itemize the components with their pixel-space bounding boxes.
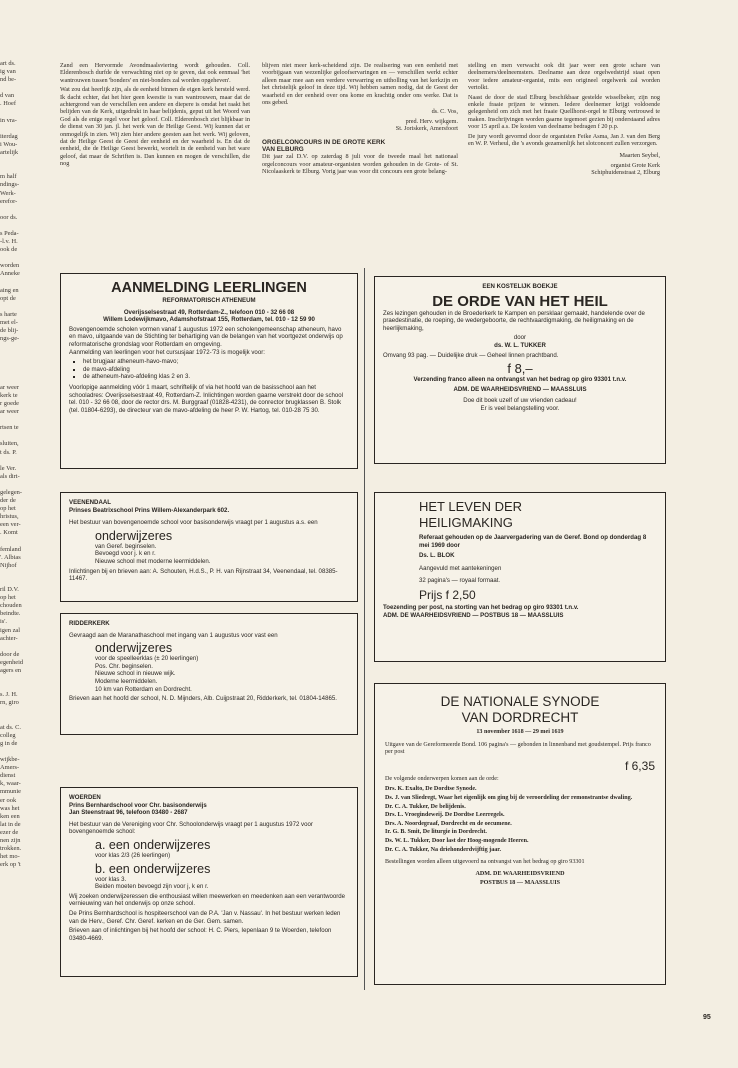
- ad-text: Toezending per post, na storting van het bedrag op giro 93301 t.n.v.: [383, 603, 579, 611]
- article-paragraph: Zand een Hervormde Avondmaalsviering wordt gehouden. Coll. Elderenbosch durfde de verwachting niet op te geven, dat ook eenmaal 'het wantrouwen tussen 'bonders' en niet-bonders zal worden opgeheven'.: [60, 62, 250, 84]
- topic-title: De Dordtse Leerregels.: [444, 812, 505, 819]
- ad-position: b. een onderwijzeres: [95, 861, 211, 876]
- gutter-line: le Ver.: [0, 464, 17, 472]
- gutter-line: ril D.V.: [0, 586, 19, 594]
- gutter-line: wijkbe-: [0, 756, 20, 764]
- signature-line: pred. Herv. wijkgem.: [405, 117, 458, 125]
- gutter-line: kerk te: [0, 391, 18, 399]
- ad-detail: Moderne leermiddelen.: [95, 677, 158, 685]
- gutter-line: worden: [0, 262, 20, 270]
- ad-publisher: ADM. DE WAARHEIDSVRIEND — POSTBUS 18 — MAASSLUIS: [383, 611, 564, 619]
- topic-author: Drs. L. Vroegindeweij.: [385, 812, 445, 819]
- topic-author: Drs. K. Exalto,: [385, 786, 426, 793]
- gutter-line: [0, 165, 40, 173]
- gutter-line: i Wou-: [0, 140, 18, 148]
- gutter-line: Anneke: [0, 270, 20, 278]
- ad-position: onderwijzeres: [95, 528, 173, 543]
- ad-heading: VEENENDAAL: [69, 499, 111, 506]
- gutter-line: Werk-: [0, 189, 16, 197]
- topic-author: Ds. W. L. Tukker,: [385, 837, 432, 844]
- ad-position: a. een onderwijzeres: [95, 837, 211, 852]
- ad-text: Aanmelding van leerlingen voor het cursusjaar 1972-'73 is mogelijk voor:: [69, 348, 265, 356]
- ad-veenendaal: [60, 492, 358, 602]
- gutter-line: art ds.: [0, 60, 16, 67]
- ad-publisher: POSTBUS 18 — MAASSLUIS: [479, 880, 561, 887]
- topic-author: Dr. C. A. Tukker,: [385, 846, 431, 853]
- gutter-line: iterdag: [0, 132, 18, 140]
- gutter-line: [0, 683, 40, 691]
- gutter-line: [0, 708, 40, 716]
- gutter-line: ig van: [0, 68, 16, 76]
- article-column-1: [60, 62, 250, 170]
- ad-detail: Nieuwe school met moderne leermiddelen.: [95, 557, 211, 565]
- list-item: ▪ het brugjaar atheneum-havo-mavo;: [83, 358, 349, 366]
- gutter-line: [0, 351, 40, 359]
- ad-author: Ds. L. BLOK: [419, 552, 455, 560]
- ad-text: Bestellingen worden alleen uitgevoerd na ontvangst van het bedrag op giro 93301: [385, 859, 585, 866]
- ad-heading: RIDDERKERK: [69, 620, 110, 627]
- gutter-line: met el-: [0, 319, 18, 326]
- signature-line: Maarten Seybel,: [619, 152, 660, 160]
- ad-detail: 10 km van Rotterdam en Dordrecht.: [95, 685, 192, 693]
- gutter-line: [0, 376, 40, 384]
- gutter-line: [0, 222, 40, 230]
- article-paragraph: stelling en men verwacht ook dit jaar weer een grote schare van deelnemers/deelneemsters. Deelname aan deze orgelwedstrijd staat open voor iedere amateur-organist, mits een origineel orgelwerk zal worden vertolkt.: [468, 62, 660, 92]
- gutter-line: opt de: [0, 294, 16, 302]
- topic-title: De Dordtse Synode.: [425, 786, 477, 793]
- ad-title: AANMELDING LEERLINGEN: [111, 280, 307, 296]
- ad-subheading: Prinses Beatrixschool Prins Willem-Alexanderpark 602.: [69, 506, 230, 514]
- ad-text: Het bestuur van de Vereniging voor Chr. Schoolonderwijs vraagt per 1 augustus 1972 voor bovengenoemde school:: [69, 820, 313, 836]
- signature-line: organist Grote Kerk: [610, 161, 660, 169]
- gutter-line: [0, 84, 40, 92]
- gutter-line: [0, 303, 40, 311]
- topic-item: [385, 821, 655, 829]
- ad-detail: voor klas 3.: [95, 875, 127, 883]
- topic-title: Dordrecht en de oecumene.: [440, 820, 512, 827]
- ad-ridderkerk: [60, 613, 358, 735]
- gutter-line: ook de: [0, 246, 18, 254]
- ad-text: Gevraagd aan de Maranathaschool met ingang van 1 augustus voor vast een: [69, 631, 278, 639]
- gutter-line: [0, 254, 40, 262]
- gutter-line: is'.: [0, 618, 8, 626]
- signature-line: St. Joriskerk, Amersfoort: [395, 125, 458, 133]
- ad-detail: van Geref. beginselen.: [95, 542, 157, 550]
- ad-tagline: Er is veel belangstelling voor.: [480, 404, 560, 412]
- ad-publisher: ADM. DE WAARHEIDSVRIEND: [475, 870, 565, 877]
- gutter-line: ar weer: [0, 383, 19, 391]
- gutter-line: erk op 't: [0, 861, 21, 869]
- ad-subheading: Jan Steenstraat 96, telefoon 03480 - 2687: [69, 809, 188, 817]
- topic-item: [385, 786, 655, 794]
- ad-text: 32 pagina's — royaal formaat.: [419, 577, 501, 585]
- gutter-line: ken een: [0, 812, 20, 820]
- ad-kicker: EEN KOSTELIJK BOEKJE: [482, 283, 558, 290]
- gutter-line: [0, 716, 40, 724]
- article-column-2: [262, 62, 458, 178]
- gutter-line: d van: [0, 92, 15, 100]
- ad-text: De Prins Bernhardschool is hospiteerschool van de P.A. 'Jan v. Nassau'. In het bestuur werken leden van de Herv., Geref. Chr. Geref. kerken en de Ger. Gem. samen.: [69, 909, 341, 925]
- ad-price: Prijs f 2,50: [419, 587, 476, 602]
- gutter-line: r goede: [0, 399, 19, 407]
- article-paragraph: Dit jaar zal D.V. op zaterdag 8 juli voor de tweede maal het nationaal orgelconcours voor amateur-organisten worden gehouden in de Grote- of St. Nicolaaskerk te Elburg. Vorig jaar was voor dit concours een grote belang-: [262, 153, 458, 176]
- gutter-line: sluiten,: [0, 440, 19, 448]
- ad-position: onderwijzeres: [95, 641, 173, 656]
- gutter-line: colleg: [0, 731, 16, 739]
- ad-title: VAN DORDRECHT: [461, 710, 579, 725]
- gutter-line: als dirt-: [0, 472, 20, 480]
- gutter-line: [0, 157, 40, 165]
- gutter-line: ndings-: [0, 181, 20, 189]
- article-paragraph: Naast de door de stad Elburg beschikbaar gestelde wisselbeker, zijn nog enkele fraaie prijzen te winnen. Iedere deelnemer krijgt voldoende gelegenheid om zich met het fraaie Quellhorst-orgel te Elburg vertrouwd te maken. Inschrijvingen worden gaarne tegemoet gezien bij onderstaand adres voor 15 april a.s. De kosten van deelname bedragen f 20 p.p.: [468, 93, 660, 131]
- topic-item: [385, 795, 655, 803]
- ad-title: DE ORDE VAN HET HEIL: [432, 292, 608, 310]
- gutter-line: [0, 416, 40, 424]
- gutter-line: de blij-: [0, 327, 19, 335]
- topic-author: Drs. A. Noordegraaf,: [385, 820, 441, 827]
- gutter-line: het mo-: [0, 853, 20, 861]
- topic-title: Door last der Hoog-mogende Heeren.: [431, 837, 529, 844]
- gutter-line: . Hoef: [0, 100, 16, 108]
- gutter-line: '. Albias: [0, 553, 21, 561]
- ad-detail: Nieuwe school in nieuwe wijk.: [95, 670, 176, 678]
- gutter-line: s harte: [0, 310, 17, 318]
- gutter-line: ngs-ge-: [0, 335, 20, 343]
- ad-nationale-synode: [374, 683, 666, 985]
- ad-heading: WOERDEN: [69, 794, 101, 801]
- ad-title: DE NATIONALE SYNODE: [440, 694, 600, 709]
- ad-detail: Pos. Chr. beginselen.: [95, 662, 153, 670]
- ad-address: Overijsselsestraat 49, Rotterdam-Z., telefoon 010 - 32 66 08: [123, 308, 295, 316]
- gutter-line: op het: [0, 594, 16, 602]
- gutter-line: [0, 675, 40, 683]
- gutter-line: [0, 109, 40, 117]
- topic-title: Na driehonderdvijftig jaar.: [430, 846, 501, 853]
- gutter-line: Amers-: [0, 764, 20, 772]
- ad-address: Willem Lodewijkmavo, Adamshofstraat 155, Rotterdam, tel. 010 - 12 59 90: [103, 316, 315, 324]
- topic-item: [385, 847, 655, 855]
- topic-title: De belijdenis.: [430, 803, 466, 810]
- gutter-line: ar weer: [0, 408, 19, 416]
- gutter-line: ezer de: [0, 828, 19, 836]
- gutter-line: trokken.: [0, 845, 22, 853]
- ad-text: Brieven aan het hoofd der school, N. D. Mijnders, Alb. Cuijpstraat 20, Ridderkerk, tel. 01804-14865.: [69, 695, 337, 703]
- gutter-line: [0, 578, 40, 586]
- gutter-line: door de: [0, 650, 20, 658]
- gutter-line: lat in de: [0, 820, 21, 828]
- ad-leven-der-heiligmaking: [374, 492, 666, 662]
- gutter-line: [0, 343, 40, 351]
- facing-page-gutter: [0, 60, 40, 1000]
- gutter-line: was het: [0, 804, 20, 812]
- topic-title: Waar het eigenlijk om ging bij de veroordeling der remonstrantse dwaling.: [438, 794, 633, 801]
- gutter-line: beindte.: [0, 610, 21, 618]
- gutter-line: hristus,: [0, 513, 19, 521]
- gutter-line: erefor-: [0, 197, 18, 205]
- ad-detail: Beiden moeten bevoegd zijn voor j, k en r.: [95, 883, 209, 891]
- ad-text: Bovengenoemde scholen vormen vanaf 1 augustus 1972 een scholengemeenschap atheneum, havo en mavo, uitgaande van de Stichting ter behartiging van de belangen van het voortgezet onderwijs op reformatorische grondslag voor Rotterdam en omgeving.: [69, 325, 343, 348]
- gutter-line: mmunie: [0, 788, 21, 796]
- gutter-line: igen zal: [0, 626, 21, 634]
- gutter-line: at ds. C.: [0, 723, 21, 731]
- ad-publisher: ADM. DE WAARHEIDSVRIEND — MAASSLUIS: [453, 385, 587, 393]
- gutter-line: s Peda-: [0, 229, 19, 237]
- gutter-line: [0, 432, 40, 440]
- ad-text: Verzending franco alleen na ontvangst van het bedrag op giro 93301 t.n.v.: [413, 376, 627, 384]
- ad-tagline: Doe dit boek uzelf of uw vrienden cadeau!: [463, 397, 577, 405]
- gutter-line: rtsen te: [0, 424, 19, 432]
- gutter-line: Nijhof: [0, 561, 17, 569]
- ad-text: Het bestuur van bovengenoemde school voor basisonderwijs vraagt per 1 augustus a.s. een: [69, 519, 318, 527]
- gutter-line: rn, giro: [0, 699, 19, 707]
- gutter-line: een ver-: [0, 521, 21, 529]
- gutter-line: femland: [0, 545, 21, 553]
- gutter-line: dienst: [0, 772, 16, 780]
- gutter-line: [0, 125, 40, 133]
- ad-text: Wij zoeken onderwijzeressen die enthousiast willen meewerken en meedenken aan een verantwoorde vernieuwing van het onderwijs op onze school.: [69, 892, 346, 908]
- article-paragraph: blijven niet meer kerk-scheidend zijn. De realisering van een eenheid met voorbijgaan van wezenlijke geloofservaringen en — verschillen werkt echter alleen maar mee aan een verdere verwarring en uitholling van het kerkzijn en het christelijk geloof in deze tijd. Wij hebben samen nodig, dat de Geest der waarheid en der eenheid over ons kome en krachtig onder ons werke. Dat is ons gebed.: [262, 62, 458, 107]
- gutter-line: artelijk: [0, 149, 19, 157]
- list-item: ▪ de mavo-afdeling: [83, 366, 349, 374]
- ad-title: HET LEVEN DER: [419, 499, 523, 514]
- signature-line: Schiphuidenstraat 2, Elburg: [591, 169, 660, 177]
- gutter-line: [0, 206, 40, 214]
- ad-list: [83, 358, 349, 381]
- column-divider: [364, 268, 365, 990]
- topic-item: [385, 812, 655, 820]
- article-paragraph: De jury wordt gevormd door de organisten Feike Asma, Jan J. van den Berg en W. P. Verheul, die 's avonds gezamenlijk het slotconcert zullen verzorgen.: [468, 132, 660, 148]
- topic-author: Ds. J. van Sliedregt,: [385, 794, 439, 801]
- ad-text: Aangevuld met aantekeningen: [419, 564, 502, 572]
- ad-detail: voor de speelleerklas (± 20 leerlingen): [95, 655, 199, 663]
- ad-text: Brieven aan of inlichtingen bij het hoofd der school: H. C. Piers, Iepenlaan 9 te Woerden, telefoon 03480-4669.: [69, 927, 332, 942]
- ad-dates: 13 november 1618 — 29 mei 1619: [476, 729, 564, 735]
- ad-title: HEILIGMAKING: [419, 515, 513, 530]
- gutter-line: in vra-: [0, 116, 17, 124]
- gutter-line: achter-: [0, 634, 18, 642]
- gutter-line: s. J. H.: [0, 691, 18, 699]
- gutter-line: -l.v. H.: [0, 238, 18, 246]
- gutter-line: nen zijn: [0, 837, 21, 844]
- gutter-line: [0, 643, 40, 651]
- gutter-line: [0, 368, 40, 376]
- gutter-line: k, waar-: [0, 780, 21, 788]
- ad-woerden: [60, 787, 358, 977]
- ad-aanmelding-leerlingen: [60, 273, 358, 469]
- gutter-line: chouden: [0, 602, 22, 610]
- gutter-line: er ook: [0, 796, 17, 804]
- gutter-line: op het: [0, 505, 16, 513]
- gutter-line: nd be-: [0, 76, 17, 84]
- article-heading: ORGELCONCOURS IN DE GROTE KERK: [262, 138, 386, 146]
- ad-author: ds. W. L. TUKKER: [494, 341, 546, 349]
- gutter-line: [0, 481, 40, 489]
- gutter-line: [0, 570, 40, 578]
- gutter-line: [0, 748, 40, 756]
- topic-author: Dr. C. A. Tukker,: [385, 803, 431, 810]
- signature-line: ds. C. Vos,: [431, 108, 458, 116]
- gutter-line: egenheid: [0, 658, 24, 666]
- ad-text: Omvang 93 pag. — Duidelijke druk — Geheel linnen prachtband.: [383, 351, 559, 359]
- topic-item: [385, 838, 655, 846]
- topic-item: [385, 829, 655, 837]
- ad-orde-van-het-heil: [374, 276, 666, 464]
- gutter-line: . Komt: [0, 529, 18, 537]
- ad-text: Inlichtingen bij en brieven aan: A. Schouten, H.d.S., P. H. van Rijnstraat 34, Veenendaal, tel. 08385-11467.: [69, 567, 338, 583]
- ad-subtitle: REFORMATORISCH ATHENEUM: [162, 297, 256, 304]
- ad-detail: Bevoegd voor j. k en r.: [95, 550, 156, 558]
- gutter-line: oor ds.: [0, 213, 18, 221]
- gutter-line: t ds. P.: [0, 448, 17, 456]
- topic-title: De liturgie in Dordrecht.: [422, 829, 487, 836]
- article-column-3: [468, 62, 660, 179]
- gutter-line: agers en: [0, 667, 22, 675]
- topic-author: Ir. G. B. Smit,: [385, 829, 423, 836]
- ad-text: Referaat gehouden op de Jaarvergadering van de Geref. Bond op donderdag 8 mei 1969 door: [419, 534, 647, 549]
- ad-text: Zes lezingen gehouden in de Broederkerk te Kampen en persklaar gemaakt, handelende over de praedestinatie, de roeping, de wedergeboorte, de rechtvaardigmaking, de heiligmaking en de heerlijkmaking,: [383, 309, 645, 332]
- gutter-line: aing en: [0, 286, 19, 294]
- ad-price: f 6,35: [624, 758, 655, 773]
- gutter-line: m half: [0, 173, 17, 181]
- gutter-line: [0, 457, 40, 465]
- topic-item: [385, 804, 655, 812]
- ad-text: Uitgave van de Gereformeerde Bond. 106 pagina's — gebonden in linnenband met goudstempel. Prijs franco per post: [385, 741, 651, 756]
- list-item: ▪ de atheneum-havo-afdeling klas 2 en 3.: [83, 373, 349, 381]
- gutter-line: [0, 359, 40, 367]
- topic-list: [385, 786, 655, 854]
- gutter-line: [0, 279, 40, 287]
- gutter-line: der de: [0, 497, 16, 505]
- gutter-line: g in de: [0, 739, 18, 747]
- ad-text: door: [513, 334, 527, 342]
- ad-subheading: Prins Bernhardschool voor Chr. basisonderwijs: [69, 801, 207, 809]
- gutter-line: [0, 538, 40, 546]
- gutter-line: gelegen-: [0, 488, 22, 496]
- ad-text: Voorlopige aanmelding vóór 1 maart, schriftelijk of via het hoofd van de basisschool aan het schooladres: Overijsselsestraat 49, Rotterdam-Z. Inlichtingen worden gaarne verstrekt door de school tel. 010 - 32 66 08, door de rector drs. M. Burggraaf (01828-4231), de conrector brugklassen B. Stolk (tel. 01804-6293), de directeur van de mavo-afdeling de heer P. W. Hartog, tel. 010-28 75 30.: [69, 383, 344, 414]
- ad-detail: voor klas 2/3 (26 leerlingen): [95, 851, 171, 859]
- ad-price: f 8,–: [507, 361, 533, 377]
- article-heading: VAN ELBURG: [262, 146, 304, 154]
- page-number: 95: [703, 1014, 711, 1021]
- ad-text: De volgende onderwerpen komen aan de orde:: [385, 775, 499, 782]
- article-paragraph: Wat zou dat heerlijk zijn, als de eenheid binnen de eigen kerk hersteld werd. Ik dacht echter, dat het hier geen kwestie is van wantrouwen, maar dat de achtergrond van de verschillen een andere en diepere is omdat het raakt het belijden van de Kerk, uitgedrukt in haar belijdenis, geput uit het Woord van God als de enige regel voor het geloof. Coll. Elderenbosch ziet blijkbaar in de dienst van 30 jan. jl. het werk van de Heilige Geest. Wij kunnen dat er onmogelijk in zien. Wij zien hier andere geesten aan het werk. Wij geloven, dat de Heilige Geest de Geest der eenheid en der waarheid is. En dat de eenheid, die de Heilige Geest bewerkt, wortelt in de eenheid van het ware geloof, dat maar de Schriften is. Dan kunnen en mogen de verschillen, die nog: [60, 86, 250, 168]
